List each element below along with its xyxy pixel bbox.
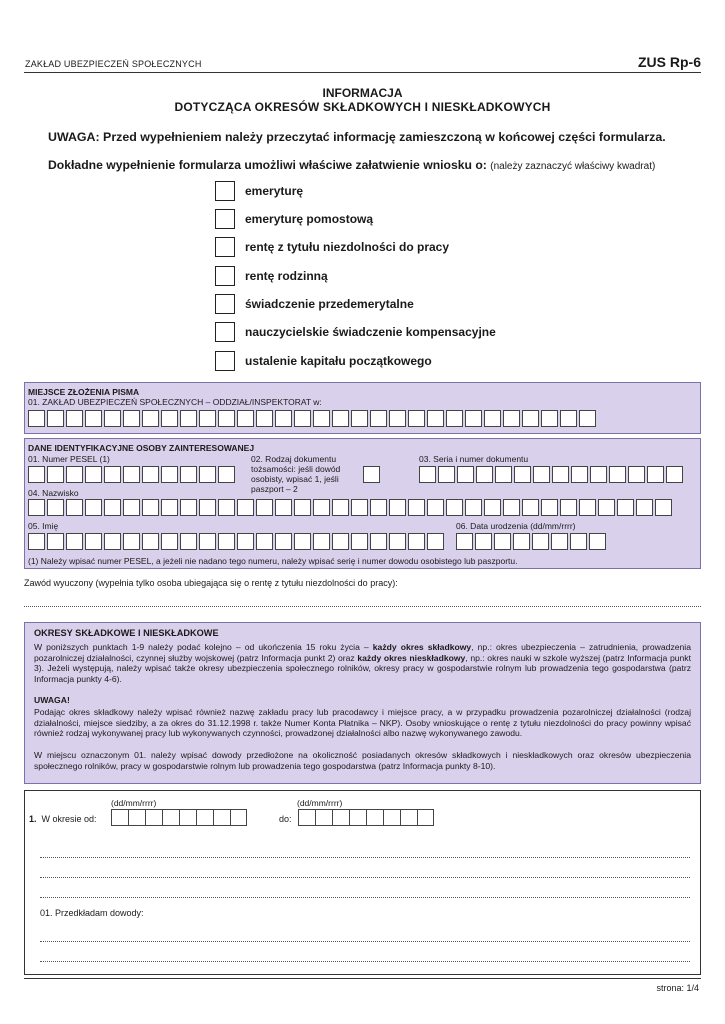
doc-type-line2: tożsamości: jeśli dowód: [251, 464, 341, 474]
evidence-line-1[interactable]: [40, 941, 690, 942]
char-cell[interactable]: [142, 499, 159, 516]
char-cell[interactable]: [256, 499, 273, 516]
char-cell[interactable]: [315, 809, 332, 826]
entry-to-label: do:: [279, 814, 292, 824]
field-date-from[interactable]: [111, 809, 247, 826]
char-cell[interactable]: [513, 533, 530, 550]
char-cell[interactable]: [313, 499, 330, 516]
char-cell[interactable]: [475, 533, 492, 550]
char-cell[interactable]: [522, 410, 539, 427]
char-cell[interactable]: [199, 410, 216, 427]
char-cell[interactable]: [85, 499, 102, 516]
instruction: [48, 158, 655, 172]
char-cell[interactable]: [123, 499, 140, 516]
instruction-main: Dokładne wypełnienie formularza umożliwi właściwe załatwienie wniosku o:: [48, 158, 491, 172]
char-cell[interactable]: [161, 410, 178, 427]
char-cell[interactable]: [28, 410, 45, 427]
char-cell[interactable]: [503, 410, 520, 427]
char-cell[interactable]: [47, 466, 64, 483]
char-cell[interactable]: [230, 809, 247, 826]
char-cell[interactable]: [275, 410, 292, 427]
char-cell[interactable]: [237, 533, 254, 550]
field-doc-series-label: 03. Seria i numer dokumentu: [419, 454, 529, 464]
occupation-line[interactable]: [24, 606, 701, 607]
char-cell[interactable]: [179, 809, 196, 826]
char-cell[interactable]: [196, 809, 213, 826]
char-cell[interactable]: [275, 499, 292, 516]
char-cell[interactable]: [370, 410, 387, 427]
char-cell[interactable]: [237, 499, 254, 516]
char-cell[interactable]: [313, 410, 330, 427]
char-cell[interactable]: [256, 533, 273, 550]
periods-uwaga-title: UWAGA!: [34, 695, 70, 705]
char-cell[interactable]: [66, 410, 83, 427]
char-cell[interactable]: [123, 410, 140, 427]
checkbox[interactable]: [215, 322, 235, 342]
char-cell[interactable]: [400, 809, 417, 826]
char-cell[interactable]: [609, 466, 626, 483]
char-cell[interactable]: [522, 499, 539, 516]
field-doc-series[interactable]: [419, 466, 685, 483]
char-cell[interactable]: [294, 499, 311, 516]
char-cell[interactable]: [313, 533, 330, 550]
entry-line-1[interactable]: [40, 857, 690, 858]
field-zus-branch[interactable]: [28, 410, 598, 427]
field-doc-type[interactable]: [363, 466, 382, 483]
notice: UWAGA: Przed wypełnieniem należy przeczytać informację zamieszczoną w końcowej części formularza.: [48, 130, 666, 144]
field-surname-label: 04. Nazwisko: [28, 488, 79, 498]
char-cell[interactable]: [332, 499, 349, 516]
char-cell[interactable]: [417, 809, 434, 826]
option-label: emeryturę pomostową: [245, 212, 374, 226]
page-number: strona: 1/4: [656, 983, 699, 993]
option-label: emeryturę: [245, 184, 304, 198]
char-cell[interactable]: [66, 466, 83, 483]
char-cell[interactable]: [552, 466, 569, 483]
char-cell[interactable]: [628, 466, 645, 483]
char-cell[interactable]: [666, 466, 683, 483]
char-cell[interactable]: [180, 499, 197, 516]
checkbox[interactable]: [215, 209, 235, 229]
char-cell[interactable]: [590, 466, 607, 483]
char-cell[interactable]: [85, 533, 102, 550]
char-cell[interactable]: [389, 499, 406, 516]
entry-line-3[interactable]: [40, 897, 690, 898]
char-cell[interactable]: [427, 533, 444, 550]
char-cell[interactable]: [617, 499, 634, 516]
char-cell[interactable]: [218, 410, 235, 427]
char-cell[interactable]: [438, 466, 455, 483]
char-cell[interactable]: [419, 466, 436, 483]
entry-number: 1.: [29, 814, 37, 824]
char-cell[interactable]: [351, 410, 368, 427]
form-title: INFORMACJA: [322, 86, 403, 100]
date-format-from: (dd/mm/rrrr): [111, 798, 157, 808]
char-cell[interactable]: [199, 533, 216, 550]
occupation-label: Zawód wyuczony (wypełnia tylko osoba ubiegająca się o rentę z tytułu niezdolności do pracy):: [24, 578, 398, 588]
option-label: świadczenie przedemerytalne: [245, 297, 414, 311]
char-cell[interactable]: [570, 533, 587, 550]
periods-paragraph1: [34, 642, 691, 685]
char-cell[interactable]: [503, 499, 520, 516]
footer-divider: [24, 978, 701, 979]
doc-type-line4: paszport – 2: [251, 484, 298, 494]
char-cell[interactable]: [351, 499, 368, 516]
char-cell[interactable]: [28, 466, 45, 483]
char-cell[interactable]: [213, 809, 230, 826]
section-periods: [24, 622, 701, 784]
char-cell[interactable]: [199, 499, 216, 516]
checkbox[interactable]: [215, 294, 235, 314]
periods-paragraph2: Podając okres składkowy należy wpisać również nazwę zakładu pracy lub pracodawcy i miejsce pracy, a w przypadku prowadzenia pozarolniczej działalności (rodzaj działalności, miejsce siedziby, a za okres do 31.12.1998 r. także Numer Konta Płatnika – NKP). Osoby wnioskujące o rentę z tytułu niezdolności do pracy powinny wpisać również rodzaj wykonywanej pracy lub wykonywanych czynności, prowadzonej działalności albo nazwę wykonywanego zawodu.: [34, 707, 691, 739]
char-cell[interactable]: [446, 410, 463, 427]
char-cell[interactable]: [85, 410, 102, 427]
checkbox[interactable]: [215, 351, 235, 371]
period-entry-1: [24, 790, 701, 975]
char-cell[interactable]: [145, 809, 162, 826]
char-cell[interactable]: [408, 410, 425, 427]
char-cell[interactable]: [363, 466, 380, 483]
char-cell[interactable]: [237, 410, 254, 427]
pesel-footnote: (1) Należy wpisać numer PESEL, a jeżeli nie nadano tego numeru, należy wpisać serię i numer dowodu osobistego lub paszportu.: [28, 556, 518, 566]
char-cell[interactable]: [389, 410, 406, 427]
char-cell[interactable]: [541, 410, 558, 427]
char-cell[interactable]: [465, 410, 482, 427]
para1-c: , np.: okres ubezpieczenia – zatrudnienia, prowadzenia pozarolniczej działalności, czynnej służby wojskowej (patrz Informacja punkt 2) oraz: [34, 642, 691, 663]
char-cell[interactable]: [161, 466, 178, 483]
char-cell[interactable]: [180, 533, 197, 550]
section-place: [24, 382, 701, 434]
char-cell[interactable]: [560, 410, 577, 427]
char-cell[interactable]: [647, 466, 664, 483]
char-cell[interactable]: [446, 499, 463, 516]
char-cell[interactable]: [162, 809, 179, 826]
char-cell[interactable]: [298, 809, 315, 826]
char-cell[interactable]: [636, 499, 653, 516]
entry-from-text: W okresie od:: [41, 814, 97, 824]
char-cell[interactable]: [514, 466, 531, 483]
char-cell[interactable]: [484, 499, 501, 516]
char-cell[interactable]: [476, 466, 493, 483]
char-cell[interactable]: [408, 533, 425, 550]
char-cell[interactable]: [104, 466, 121, 483]
char-cell[interactable]: [533, 466, 550, 483]
field-firstname-label: 05. Imię: [28, 521, 59, 531]
field-surname[interactable]: [28, 499, 674, 516]
char-cell[interactable]: [28, 533, 45, 550]
periods-paragraph3: W miejscu oznaczonym 01. należy wpisać dowody przedłożone na okoliczność posiadanych okresów składkowych i nieskładkowych oraz okresów ubezpieczenia społecznego rolników, pracy w gospodarstwie rolnym lub prowadzenia tego gospodarstwa (patrz Informacja punkty 8-10).: [34, 750, 691, 771]
char-cell[interactable]: [456, 533, 473, 550]
char-cell[interactable]: [383, 809, 400, 826]
para1-e: , np.: okres nauki w szkole wyższej (patrz Informacja punkt 3). Jeżeli występują, należy wpisać także okresy ubezpieczenia społecznego rolników, okresy pracy w gospodarstwie rolnym lub prowadzenia tego gospodarstwa (patrz Informacja punkty 4-6).: [34, 652, 691, 685]
char-cell[interactable]: [532, 533, 549, 550]
char-cell[interactable]: [275, 533, 292, 550]
char-cell[interactable]: [142, 533, 159, 550]
form-code: ZUS Rp-6: [638, 54, 701, 70]
char-cell[interactable]: [408, 499, 425, 516]
char-cell[interactable]: [551, 533, 568, 550]
char-cell[interactable]: [85, 466, 102, 483]
doc-type-line1: 02. Rodzaj dokumentu: [251, 454, 337, 464]
doc-type-line3: osobisty, wpisać 1, jeśli: [251, 474, 339, 484]
option-label: rentę z tytułu niezdolności do pracy: [245, 240, 450, 254]
para1-d: każdy okres nieskładkowy: [357, 652, 466, 663]
char-cell[interactable]: [66, 533, 83, 550]
evidence-label: 01. Przedkładam dowody:: [40, 908, 144, 918]
option-label: nauczycielskie świadczenie kompensacyjne: [245, 325, 496, 339]
section-ident: [24, 438, 701, 569]
entry-line-2[interactable]: [40, 877, 690, 878]
option-label: rentę rodzinną: [245, 269, 328, 283]
char-cell[interactable]: [123, 466, 140, 483]
char-cell[interactable]: [199, 466, 216, 483]
char-cell[interactable]: [128, 809, 145, 826]
field-birthdate-label: 06. Data urodzenia (dd/mm/rrrr): [456, 521, 576, 531]
checkbox[interactable]: [215, 266, 235, 286]
field-zus-branch-label: 01. ZAKŁAD UBEZPIECZEŃ SPOŁECZNYCH – ODDZIAŁ/INSPEKTORAT w:: [28, 397, 322, 407]
char-cell[interactable]: [332, 533, 349, 550]
char-cell[interactable]: [560, 499, 577, 516]
char-cell[interactable]: [465, 499, 482, 516]
field-firstname[interactable]: [28, 533, 446, 550]
char-cell[interactable]: [180, 410, 197, 427]
char-cell[interactable]: [142, 466, 159, 483]
char-cell[interactable]: [66, 499, 83, 516]
institution-name: ZAKŁAD UBEZPIECZEŃ SPOŁECZNYCH: [25, 59, 202, 69]
char-cell[interactable]: [294, 410, 311, 427]
char-cell[interactable]: [655, 499, 672, 516]
char-cell[interactable]: [589, 533, 606, 550]
date-format-to: (dd/mm/rrrr): [297, 798, 343, 808]
field-pesel[interactable]: [28, 466, 237, 483]
char-cell[interactable]: [332, 809, 349, 826]
char-cell[interactable]: [47, 410, 64, 427]
instruction-hint: (należy zaznaczyć właściwy kwadrat): [490, 161, 656, 172]
char-cell[interactable]: [571, 466, 588, 483]
checkbox[interactable]: [215, 181, 235, 201]
char-cell[interactable]: [218, 466, 235, 483]
char-cell[interactable]: [28, 499, 45, 516]
char-cell[interactable]: [111, 809, 128, 826]
char-cell[interactable]: [495, 466, 512, 483]
field-pesel-label: 01. Numer PESEL (1): [28, 454, 110, 464]
char-cell[interactable]: [541, 499, 558, 516]
periods-title: OKRESY SKŁADKOWE I NIESKŁADKOWE: [34, 628, 219, 638]
char-cell[interactable]: [370, 533, 387, 550]
field-date-to[interactable]: [298, 809, 434, 826]
option-label: ustalenie kapitału początkowego: [245, 354, 432, 368]
char-cell[interactable]: [104, 533, 121, 550]
char-cell[interactable]: [142, 410, 159, 427]
para1-a: W poniższych punktach 1-9 należy podać kolejno – od ukończenia 15 roku życia –: [34, 642, 373, 652]
char-cell[interactable]: [389, 533, 406, 550]
char-cell[interactable]: [218, 499, 235, 516]
char-cell[interactable]: [494, 533, 511, 550]
char-cell[interactable]: [161, 499, 178, 516]
char-cell[interactable]: [598, 499, 615, 516]
char-cell[interactable]: [104, 410, 121, 427]
char-cell[interactable]: [47, 499, 64, 516]
section-place-title: MIEJSCE ZŁOŻENIA PISMA: [28, 387, 140, 397]
char-cell[interactable]: [427, 499, 444, 516]
char-cell[interactable]: [123, 533, 140, 550]
char-cell[interactable]: [370, 499, 387, 516]
field-doc-type-label: [251, 454, 340, 494]
char-cell[interactable]: [218, 533, 235, 550]
char-cell[interactable]: [180, 466, 197, 483]
char-cell[interactable]: [332, 410, 349, 427]
char-cell[interactable]: [366, 809, 383, 826]
field-birthdate[interactable]: [456, 533, 608, 550]
char-cell[interactable]: [47, 533, 64, 550]
char-cell[interactable]: [427, 410, 444, 427]
char-cell[interactable]: [579, 410, 596, 427]
char-cell[interactable]: [256, 410, 273, 427]
entry-from-label: [29, 814, 97, 824]
section-ident-title: DANE IDENTYFIKACYJNE OSOBY ZAINTERESOWANEJ: [28, 443, 255, 453]
char-cell[interactable]: [484, 410, 501, 427]
char-cell[interactable]: [294, 533, 311, 550]
char-cell[interactable]: [349, 809, 366, 826]
char-cell[interactable]: [351, 533, 368, 550]
char-cell[interactable]: [161, 533, 178, 550]
evidence-line-2[interactable]: [40, 961, 690, 962]
header-divider: [24, 72, 701, 73]
para1-b: każdy okres składkowy: [372, 642, 472, 652]
char-cell[interactable]: [457, 466, 474, 483]
char-cell[interactable]: [104, 499, 121, 516]
char-cell[interactable]: [579, 499, 596, 516]
form-subtitle: DOTYCZĄCA OKRESÓW SKŁADKOWYCH I NIESKŁADKOWYCH: [174, 100, 551, 114]
checkbox[interactable]: [215, 237, 235, 257]
